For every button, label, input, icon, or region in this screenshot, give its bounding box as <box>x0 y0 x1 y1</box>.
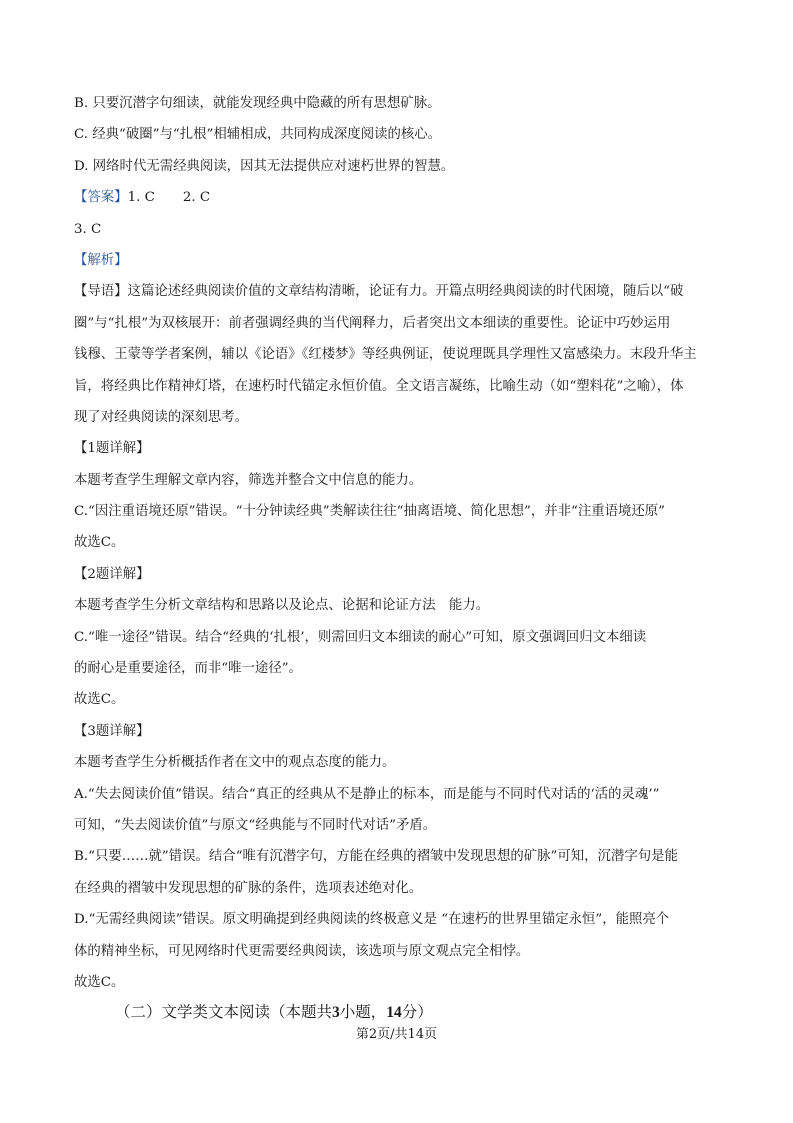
text-line <box>74 841 744 872</box>
text-line <box>74 873 744 904</box>
line-text: 圈”与“扎根”为双核展开：前者强调经典的当代阐释力，后者突出文本细读的重要性。论证中巧妙运用 <box>74 315 671 331</box>
line-text: 1. C <box>127 190 155 206</box>
text-line <box>74 402 744 433</box>
text-line <box>74 339 744 370</box>
line-text: C.“唯一途径”错误。结合“经典的‘扎根’，则需回归文本细读的耐心”可知，原文强调回归文本细读 <box>74 629 647 645</box>
text-line <box>74 810 744 841</box>
line-text: 钱穆、王蒙等学者案例，辅以《论语》《红楼梦》等经典例证，使说理既具学理性又富感染力。末段升华主 <box>74 347 697 363</box>
document-body <box>74 88 744 998</box>
text-line <box>74 559 744 590</box>
text-line <box>74 465 744 496</box>
line-text: 可知，“失去阅读价值”与原文“经典能与不同时代对话”矛盾。 <box>74 817 437 833</box>
text-line <box>74 433 744 464</box>
section-label: 【答案】 <box>74 190 128 206</box>
text-line <box>74 747 744 778</box>
line-text: 【导语】这篇论述经典阅读价值的文章结构清晰，论证有力。开篇点明经典阅读的时代困境，随后以“破 <box>74 284 684 300</box>
text-line <box>74 182 744 213</box>
line-text: 故选C。 <box>74 692 125 708</box>
line-text: 现了对经典阅读的深刻思考。 <box>74 409 249 425</box>
line-text: 体的精神坐标，可见网络时代更需要经典阅读，该选项与原文观点完全相悖。 <box>74 943 530 959</box>
text-line <box>74 245 744 276</box>
heading-text: 小题， <box>339 1003 387 1021</box>
line-text: 【3题详解】 <box>74 723 150 739</box>
line-text: 2. C <box>182 190 211 206</box>
line-text: 本题考查学生分析概括作者在文中的观点态度的能力。 <box>74 755 396 771</box>
text-line <box>74 119 744 150</box>
heading-text: （二）文学类文本阅读（本题共 <box>115 1003 333 1021</box>
line-text: 的耐心是重要途径，而非“唯一途径”。 <box>74 661 302 677</box>
text-line <box>74 276 744 307</box>
line-text: D. 网络时代无需经典阅读，因其无法提供应对速朽世界的智慧。 <box>74 158 455 174</box>
line-text: B.“只要……就”错误。结合“唯有沉潜字句，方能在经典的褶皱中发现思想的矿脉”可知，沉潜字句是能 <box>74 849 678 865</box>
line-text: 在经典的褶皱中发现思想的矿脉的条件，选项表述绝对化。 <box>74 880 423 896</box>
text-line <box>74 214 744 245</box>
text-line <box>74 308 744 339</box>
text-line <box>74 371 744 402</box>
page-footer: 第2页/共14页 <box>355 1027 438 1042</box>
text-line <box>74 716 744 747</box>
text-line <box>74 151 744 182</box>
text-line <box>74 967 744 998</box>
line-text: D.“无需经典阅读”错误。原文明确提到经典阅读的终极意义是 “在速朽的世界里锚定永恒”，能照亮个 <box>74 912 670 928</box>
text-line <box>74 527 744 558</box>
line-text: A.“失去阅读价值”错误。结合“真正的经典从不是静止的标本，而是能与不同时代对话的‘活的灵魂’” <box>74 786 660 802</box>
line-text: 故选C。 <box>74 974 125 990</box>
text-line <box>74 622 744 653</box>
line-text: 【2题详解】 <box>74 566 150 582</box>
line-text: 3. C <box>74 221 102 237</box>
heading-score: 14 <box>386 1004 402 1021</box>
text-line <box>74 653 744 684</box>
line-text: 本题考查学生分析文章结构和思路以及论点、论据和论证方法 能力。 <box>74 598 490 614</box>
text-line <box>74 779 744 810</box>
heading-count: 3 <box>332 1004 340 1021</box>
text-line <box>74 496 744 527</box>
line-text: B. 只要沉潜字句细读，就能发现经典中隐藏的所有思想矿脉。 <box>74 96 441 111</box>
text-line <box>74 904 744 935</box>
section-heading <box>115 998 433 1027</box>
text-line <box>74 684 744 715</box>
line-text: 故选C。 <box>74 535 125 551</box>
text-line <box>74 936 744 967</box>
line-text: 旨，将经典比作精神灯塔，在速朽时代锚定永恒价值。全文语言凝练，比喻生动（如“塑料花”之喻），体 <box>74 378 684 394</box>
line-text: 【1题详解】 <box>74 441 150 457</box>
text-line <box>74 88 744 119</box>
line-text: C. 经典“破圈”与“扎根”相辅相成，共同构成深度阅读的核心。 <box>74 127 442 143</box>
line-text: C.“因注重语境还原”错误。“十分钟读经典”类解读往往“抽离语境、简化思想”，并非“注重语境还原” <box>74 504 666 520</box>
heading-text: 分） <box>401 1003 433 1021</box>
line-text: 本题考查学生理解文章内容，筛选并整合文中信息的能力。 <box>74 472 423 488</box>
section-label: 【解析】 <box>74 252 128 268</box>
text-line <box>74 590 744 621</box>
